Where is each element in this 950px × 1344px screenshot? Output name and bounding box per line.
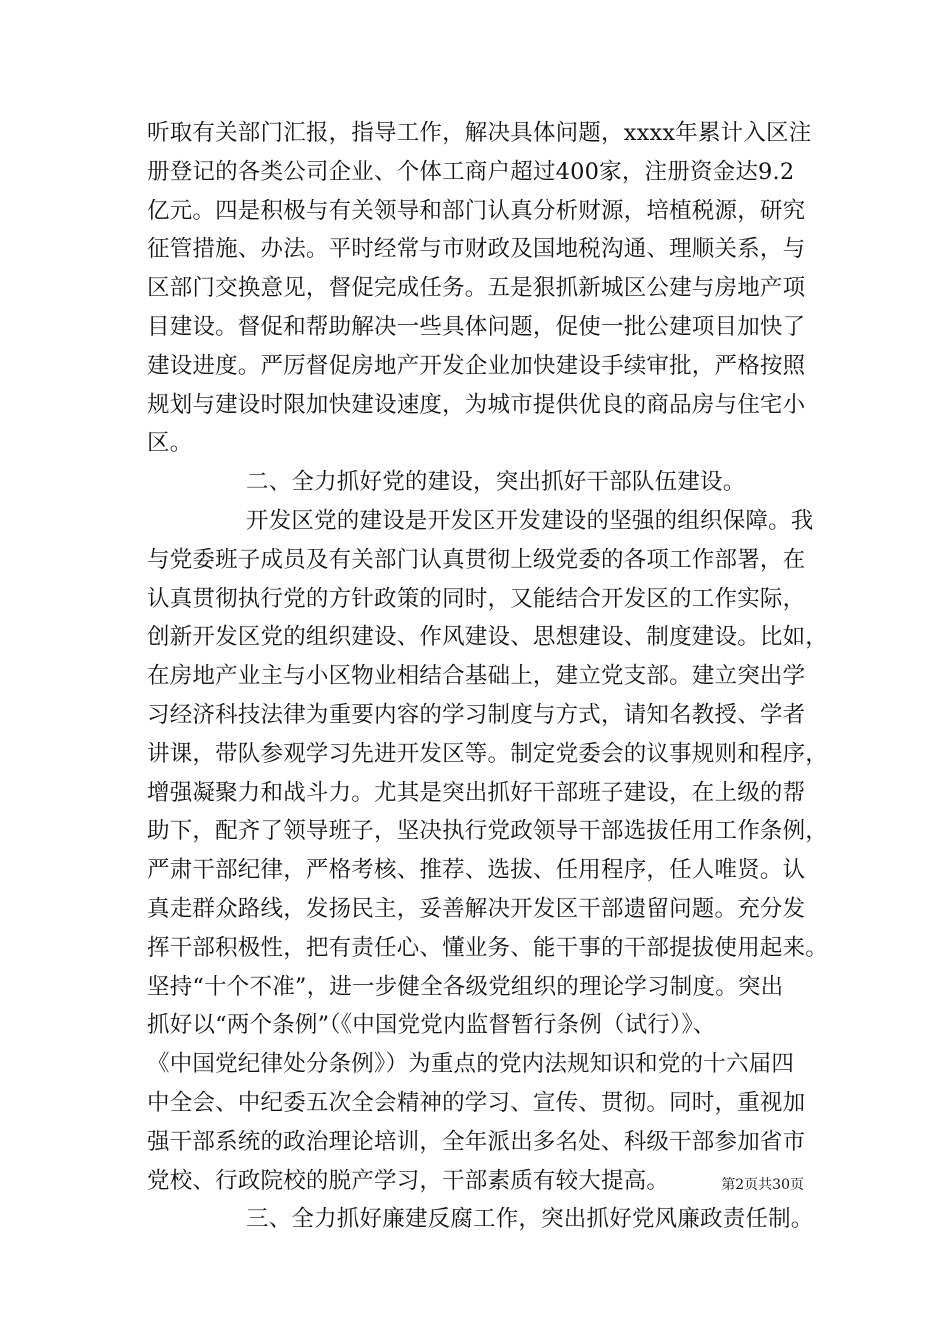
text-line: 与党委班子成员及有关部门认真贯彻上级党委的各项工作部署，在 bbox=[147, 547, 806, 573]
text-line: 抓好以“两个条例”（《中国党党内监督暂行条例（试行）》、 bbox=[147, 1012, 716, 1038]
text-line: 强干部系统的政治理论培训，全年派出多名处、科级干部参加省市 bbox=[147, 1129, 806, 1155]
page-number: 第2页共30页 bbox=[721, 1177, 804, 1193]
text-line: 亿元。四是积极与有关领导和部门认真分析财源，培植税源，研究 bbox=[147, 198, 806, 224]
text-line: 建设进度。严厉督促房地产开发企业加快建设手续审批，严格按照 bbox=[147, 353, 806, 379]
text-line: 听取有关部门汇报，指导工作，解决具体问题，xxxx年累计入区注 bbox=[147, 120, 812, 146]
text-line: 党校、行政院校的脱产学习，干部素质有较大提高。 bbox=[147, 1168, 670, 1194]
text-line: 中全会、中纪委五次全会精神的学习、宣传、贯彻。同时，重视加 bbox=[147, 1090, 806, 1116]
text-line: 区部门交换意见，督促完成任务。五是狠抓新城区公建与房地产项 bbox=[147, 275, 806, 301]
paragraph-first-line: 开发区党的建设是开发区开发建设的坚强的组织保障。我 bbox=[246, 508, 814, 534]
text-line: 《中国党纪律处分条例》）为重点的党内法规知识和党的十六届四 bbox=[147, 1051, 795, 1077]
text-line: 坚持“十个不准”，进一步健全各级党组织的理论学习制度。突出 bbox=[147, 974, 784, 1000]
text-line: 助下，配齐了领导班子，坚决执行党政领导干部选拔任用工作条例， bbox=[147, 818, 829, 844]
text-line: 目建设。督促和帮助解决一些具体问题，促使一批公建项目加快了 bbox=[147, 314, 806, 340]
text-line: 征管措施、办法。平时经常与市财政及国地税沟通、理顺关系，与 bbox=[147, 236, 806, 262]
text-line: 真走群众路线，发扬民主，妥善解决开发区干部遗留问题。充分发 bbox=[147, 896, 806, 922]
section-heading: 二、全力抓好党的建设，突出抓好干部队伍建设。 bbox=[246, 469, 746, 495]
text-line: 习经济科技法律为重要内容的学习制度与方式，请知名教授、学者 bbox=[147, 702, 806, 728]
text-line: 区。 bbox=[147, 430, 193, 456]
text-line: 册登记的各类公司企业、个体工商户超过400家，注册资金达9.2 bbox=[147, 159, 795, 185]
text-line: 认真贯彻执行党的方针政策的同时，又能结合开发区的工作实际， bbox=[147, 586, 806, 612]
text-line: 在房地产业主与小区物业相结合基础上，建立党支部。建立突出学 bbox=[147, 663, 806, 689]
text-line: 规划与建设时限加快建设速度，为城市提供优良的商品房与住宅小 bbox=[147, 392, 806, 418]
text-line: 挥干部积极性，把有责任心、懂业务、能干事的干部提拔使用起来。 bbox=[147, 935, 829, 961]
text-line: 讲课，带队参观学习先进开发区等。制定党委会的议事规则和程序， bbox=[147, 741, 829, 767]
text-line: 增强凝聚力和战斗力。尤其是突出抓好干部班子建设，在上级的帮 bbox=[147, 780, 806, 806]
section-heading: 三、全力抓好廉建反腐工作，突出抓好党风廉政责任制。 bbox=[246, 1206, 814, 1232]
text-line: 创新开发区党的组织建设、作风建设、思想建设、制度建设。比如， bbox=[147, 624, 829, 650]
text-line: 严肃干部纪律，严格考核、推荐、选拔、任用程序，任人唯贤。认 bbox=[147, 857, 806, 883]
